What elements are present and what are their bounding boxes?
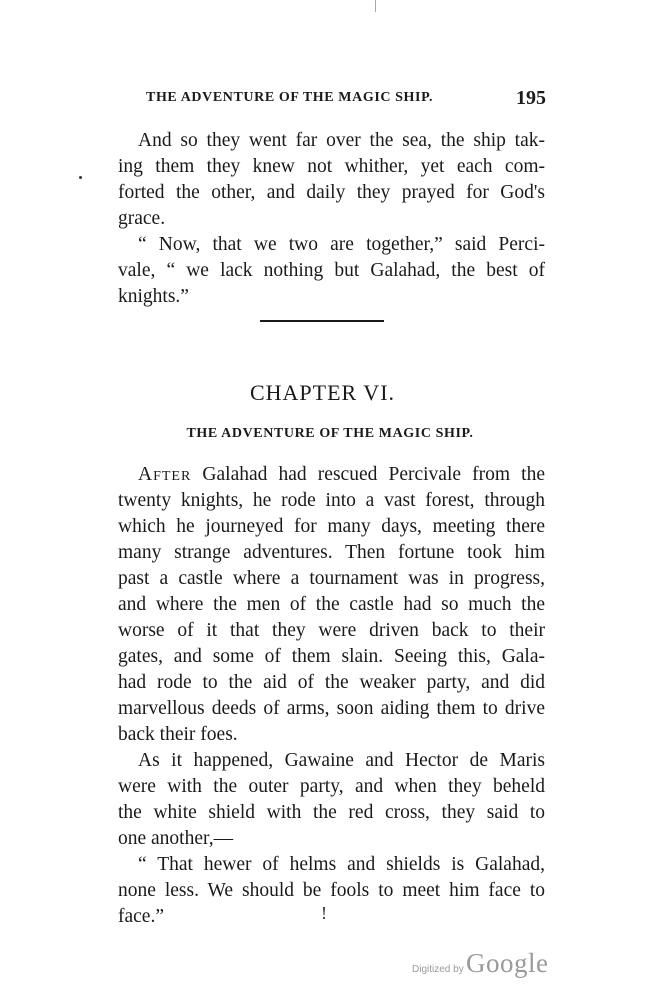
top-text-block [118,128,545,310]
chapter-text-block [118,462,545,930]
text-line: forted the other, and daily they prayed for God's [118,182,545,203]
opening-line-rest: Galahad had rescued Percivale from the [191,464,545,485]
text-line: many strange adventures. Then fortune took him [118,542,545,563]
text-line: past a castle where a tournament was in progress, [118,568,545,589]
text-line: “ That hewer of helms and shields is Galahad, [138,854,545,875]
google-logo: Google [466,948,549,978]
text-line: face.” [118,906,164,927]
text-line: “ Now, that we two are together,” said Perci- [138,234,545,255]
paragraph [118,128,545,232]
text-line: And so they went far over the sea, the ship tak- [138,130,545,151]
margin-dot [79,176,82,179]
text-line: had rode to the aid of the weaker party, and did [118,672,545,693]
running-title: THE ADVENTURE OF THE MAGIC SHIP. [146,90,434,105]
chapter-title: CHAPTER VI. [249,380,396,405]
section-rule [260,320,384,322]
text-line: back their foes. [118,724,238,745]
text-line: As it happened, Gawaine and Hector de Maris [138,750,545,771]
chapter-subtitle: THE ADVENTURE OF THE MAGIC SHIP. [186,426,474,441]
paragraph [118,748,545,852]
text-line: twenty knights, he rode into a vast forest, through [118,490,545,511]
running-head [146,87,546,113]
text-line: knights.” [118,286,189,307]
text-line: none less. We should be fools to meet him face to [118,880,545,901]
paragraph [118,852,545,930]
watermark-small-text: Digitized by [412,964,464,975]
text-line: the white shield with the red cross, they said to [118,802,545,823]
text-line: gates, and some of them slain. Seeing this, Gala- [118,646,545,667]
opening-word: After [138,464,192,485]
text-line: ing them they knew not whither, yet each com- [118,156,545,177]
scan-artifact-tick [375,0,376,12]
paragraph [118,232,545,310]
text-line: one another,— [118,828,234,849]
page-number: 195 [516,87,546,109]
text-line: which he journeyed for many days, meeting there [118,516,545,537]
stray-mark: ! [321,903,327,923]
text-line: worse of it that they were driven back to their [118,620,545,641]
text-line [118,462,545,488]
text-line: vale, “ we lack nothing but Galahad, the best of [118,260,545,281]
text-line: and where the men of the castle had so much the [118,594,545,615]
text-line: were with the outer party, and when they beheld [118,776,545,797]
text-line: grace. [118,208,166,229]
text-line: marvellous deeds of arms, soon aiding them to drive [118,698,545,719]
paragraph [118,462,545,748]
